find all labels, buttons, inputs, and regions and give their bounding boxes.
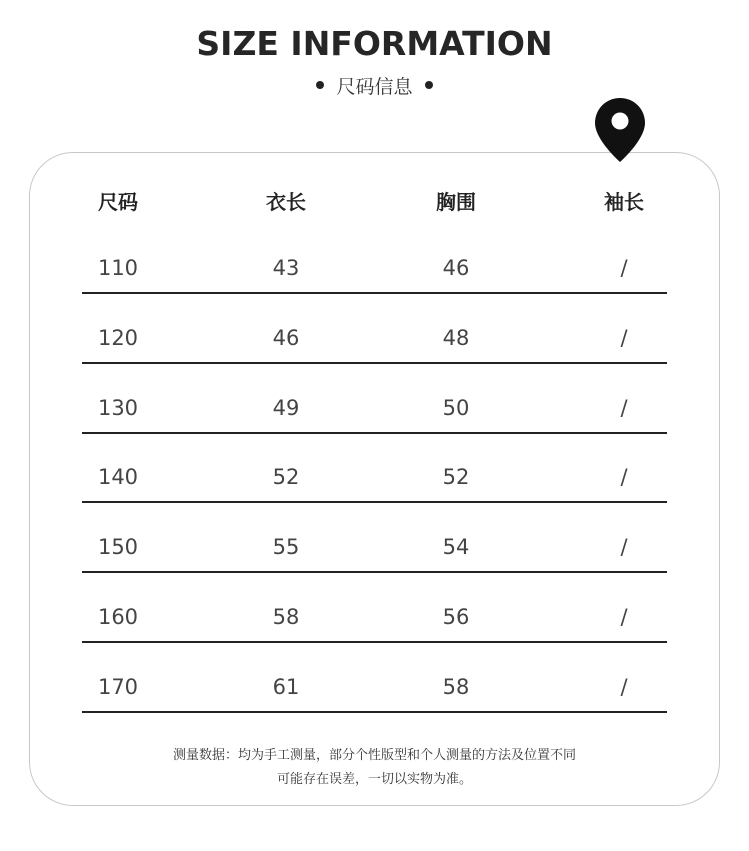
cell-sleeve: /: [620, 326, 628, 350]
bullet-dot-left: [316, 81, 324, 89]
cell-size: 140: [97, 465, 139, 489]
cell-chest: 56: [442, 605, 470, 629]
cell-sleeve: /: [620, 465, 628, 489]
subtitle: 尺码信息: [336, 75, 413, 98]
subtitle-row: [0, 72, 749, 98]
cell-sleeve: /: [620, 605, 628, 629]
row-divider: [82, 711, 667, 713]
cell-size: 170: [97, 675, 139, 699]
row-divider: [82, 571, 667, 573]
cell-chest: 54: [442, 535, 470, 559]
measurement-note-line-1: 测量数据：均为手工测量，部分个性版型和个人测量的方法及位置不同: [172, 748, 576, 763]
cell-length: 43: [272, 256, 300, 280]
cell-chest: 50: [442, 396, 470, 420]
cell-size: 110: [97, 256, 139, 280]
column-header-size: 尺码: [98, 190, 138, 214]
row-divider: [82, 432, 667, 434]
cell-length: 55: [272, 535, 300, 559]
row-divider: [82, 362, 667, 364]
cell-sleeve: /: [620, 256, 628, 280]
cell-chest: 58: [442, 675, 470, 699]
cell-chest: 52: [442, 465, 470, 489]
column-header-sleeve: 袖长: [604, 190, 644, 214]
cell-sleeve: /: [620, 535, 628, 559]
cell-chest: 46: [442, 256, 470, 280]
column-header-chest: 胸围: [436, 190, 476, 214]
location-pin-icon: [593, 96, 647, 164]
cell-size: 130: [97, 396, 139, 420]
cell-sleeve: /: [620, 675, 628, 699]
cell-size: 150: [97, 535, 139, 559]
cell-size: 160: [97, 605, 139, 629]
cell-chest: 48: [442, 326, 470, 350]
measurement-note-line-2: 可能存在误差，一切以实物为准。: [276, 772, 472, 787]
cell-length: 46: [272, 326, 300, 350]
row-divider: [82, 501, 667, 503]
cell-length: 52: [272, 465, 300, 489]
bullet-dot-right: [425, 81, 433, 89]
cell-sleeve: /: [620, 396, 628, 420]
column-header-length: 衣长: [266, 190, 306, 214]
cell-length: 49: [272, 396, 300, 420]
row-divider: [82, 641, 667, 643]
page-title: SIZE INFORMATION: [196, 24, 553, 63]
cell-size: 120: [97, 326, 139, 350]
cell-length: 58: [272, 605, 300, 629]
row-divider: [82, 292, 667, 294]
cell-length: 61: [272, 675, 300, 699]
